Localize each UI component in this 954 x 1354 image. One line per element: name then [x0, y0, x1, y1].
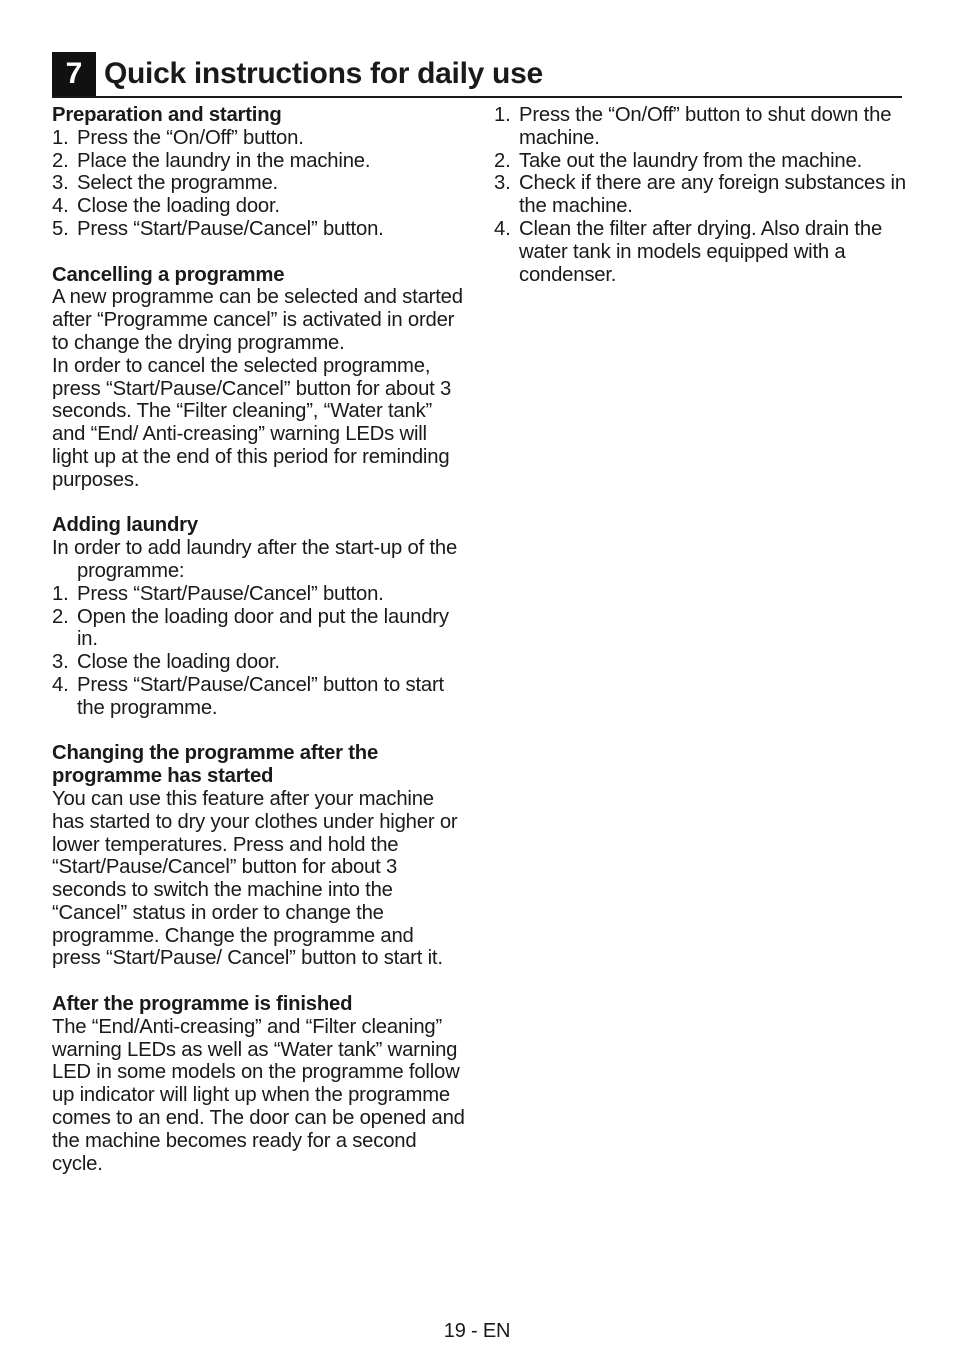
preparation-steps [52, 127, 467, 241]
section-header [52, 50, 902, 98]
list-item: 2. Take out the laundry from the machine. [494, 149, 863, 172]
changing-section [52, 742, 467, 970]
finished-section [52, 993, 467, 1175]
cancelling-paragraph: A new programme can be selected and started after “Programme cancel” is activated in order to change the drying programme. [52, 286, 463, 354]
list-item: 4. Press “Start/Pause/Cancel” button to start the programme. [52, 673, 444, 719]
cancelling-heading: Cancelling a programme [52, 263, 285, 286]
cancelling-section [52, 264, 467, 492]
list-item: 1. Press the “On/Off” button. [52, 126, 304, 149]
changing-heading: Changing the programme after the programme has started [52, 742, 379, 788]
page-number: 19 - EN [443, 1320, 511, 1342]
list-item: 1. Press “Start/Pause/Cancel” button. [52, 582, 384, 605]
list-item: 3. Check if there are any foreign substances in the machine. [494, 172, 906, 218]
adding-section [52, 514, 467, 719]
list-item: 4. Close the loading door. [52, 195, 280, 218]
changing-paragraph: You can use this feature after your machine has started to dry your clothes under higher or lower temperatures. Press and hold the “Start/Pause/Cancel” button for about 3 seconds to switch the machine into the “Cancel” status in order to change the programme. Change the programme and press “Start/Pause/ Cancel” button to start it. [52, 787, 458, 970]
left-column [52, 104, 467, 1198]
finished-paragraph: The “End/Anti-creasing” and “Filter cleaning” warning LEDs as well as “Water tank” warning LED in some models on the programme follow up indicator will light up when the programme comes to an end. The door can be opened and the machine becomes ready for a second cycle. [52, 1015, 465, 1175]
list-item: 2. Open the loading door and put the laundry in. [52, 605, 449, 651]
right-column [494, 104, 909, 286]
section-number: 7 [52, 52, 96, 96]
list-item: 1. Press the “On/Off” button to shut down the machine. [494, 104, 892, 149]
preparation-heading: Preparation and starting [52, 104, 282, 126]
cancelling-paragraph: In order to cancel the selected programme, press “Start/Pause/Cancel” button for about 3 seconds. The “Filter cleaning”, “Water tank” and “End/ Anti-creasing” warning LEDs will light up at the end of this period for reminding purposes. [52, 354, 452, 491]
finished-heading: After the programme is finished [52, 993, 353, 1016]
list-item: 3. Select the programme. [52, 172, 278, 195]
list-item: 2. Place the laundry in the machine. [52, 149, 371, 172]
list-item: 5. Press “Start/Pause/Cancel” button. [52, 217, 384, 240]
list-item: 4. Clean the filter after drying. Also drain the water tank in models equipped with a condenser. [494, 217, 883, 286]
adding-steps [52, 583, 467, 720]
adding-heading: Adding laundry [52, 514, 198, 537]
page-title: Quick instructions for daily use [104, 57, 543, 90]
after-steps [494, 104, 909, 286]
adding-intro: In order to add laundry after the start-up of the programme: [52, 537, 458, 582]
list-item: 3. Close the loading door. [52, 651, 280, 674]
preparation-section [52, 104, 467, 241]
